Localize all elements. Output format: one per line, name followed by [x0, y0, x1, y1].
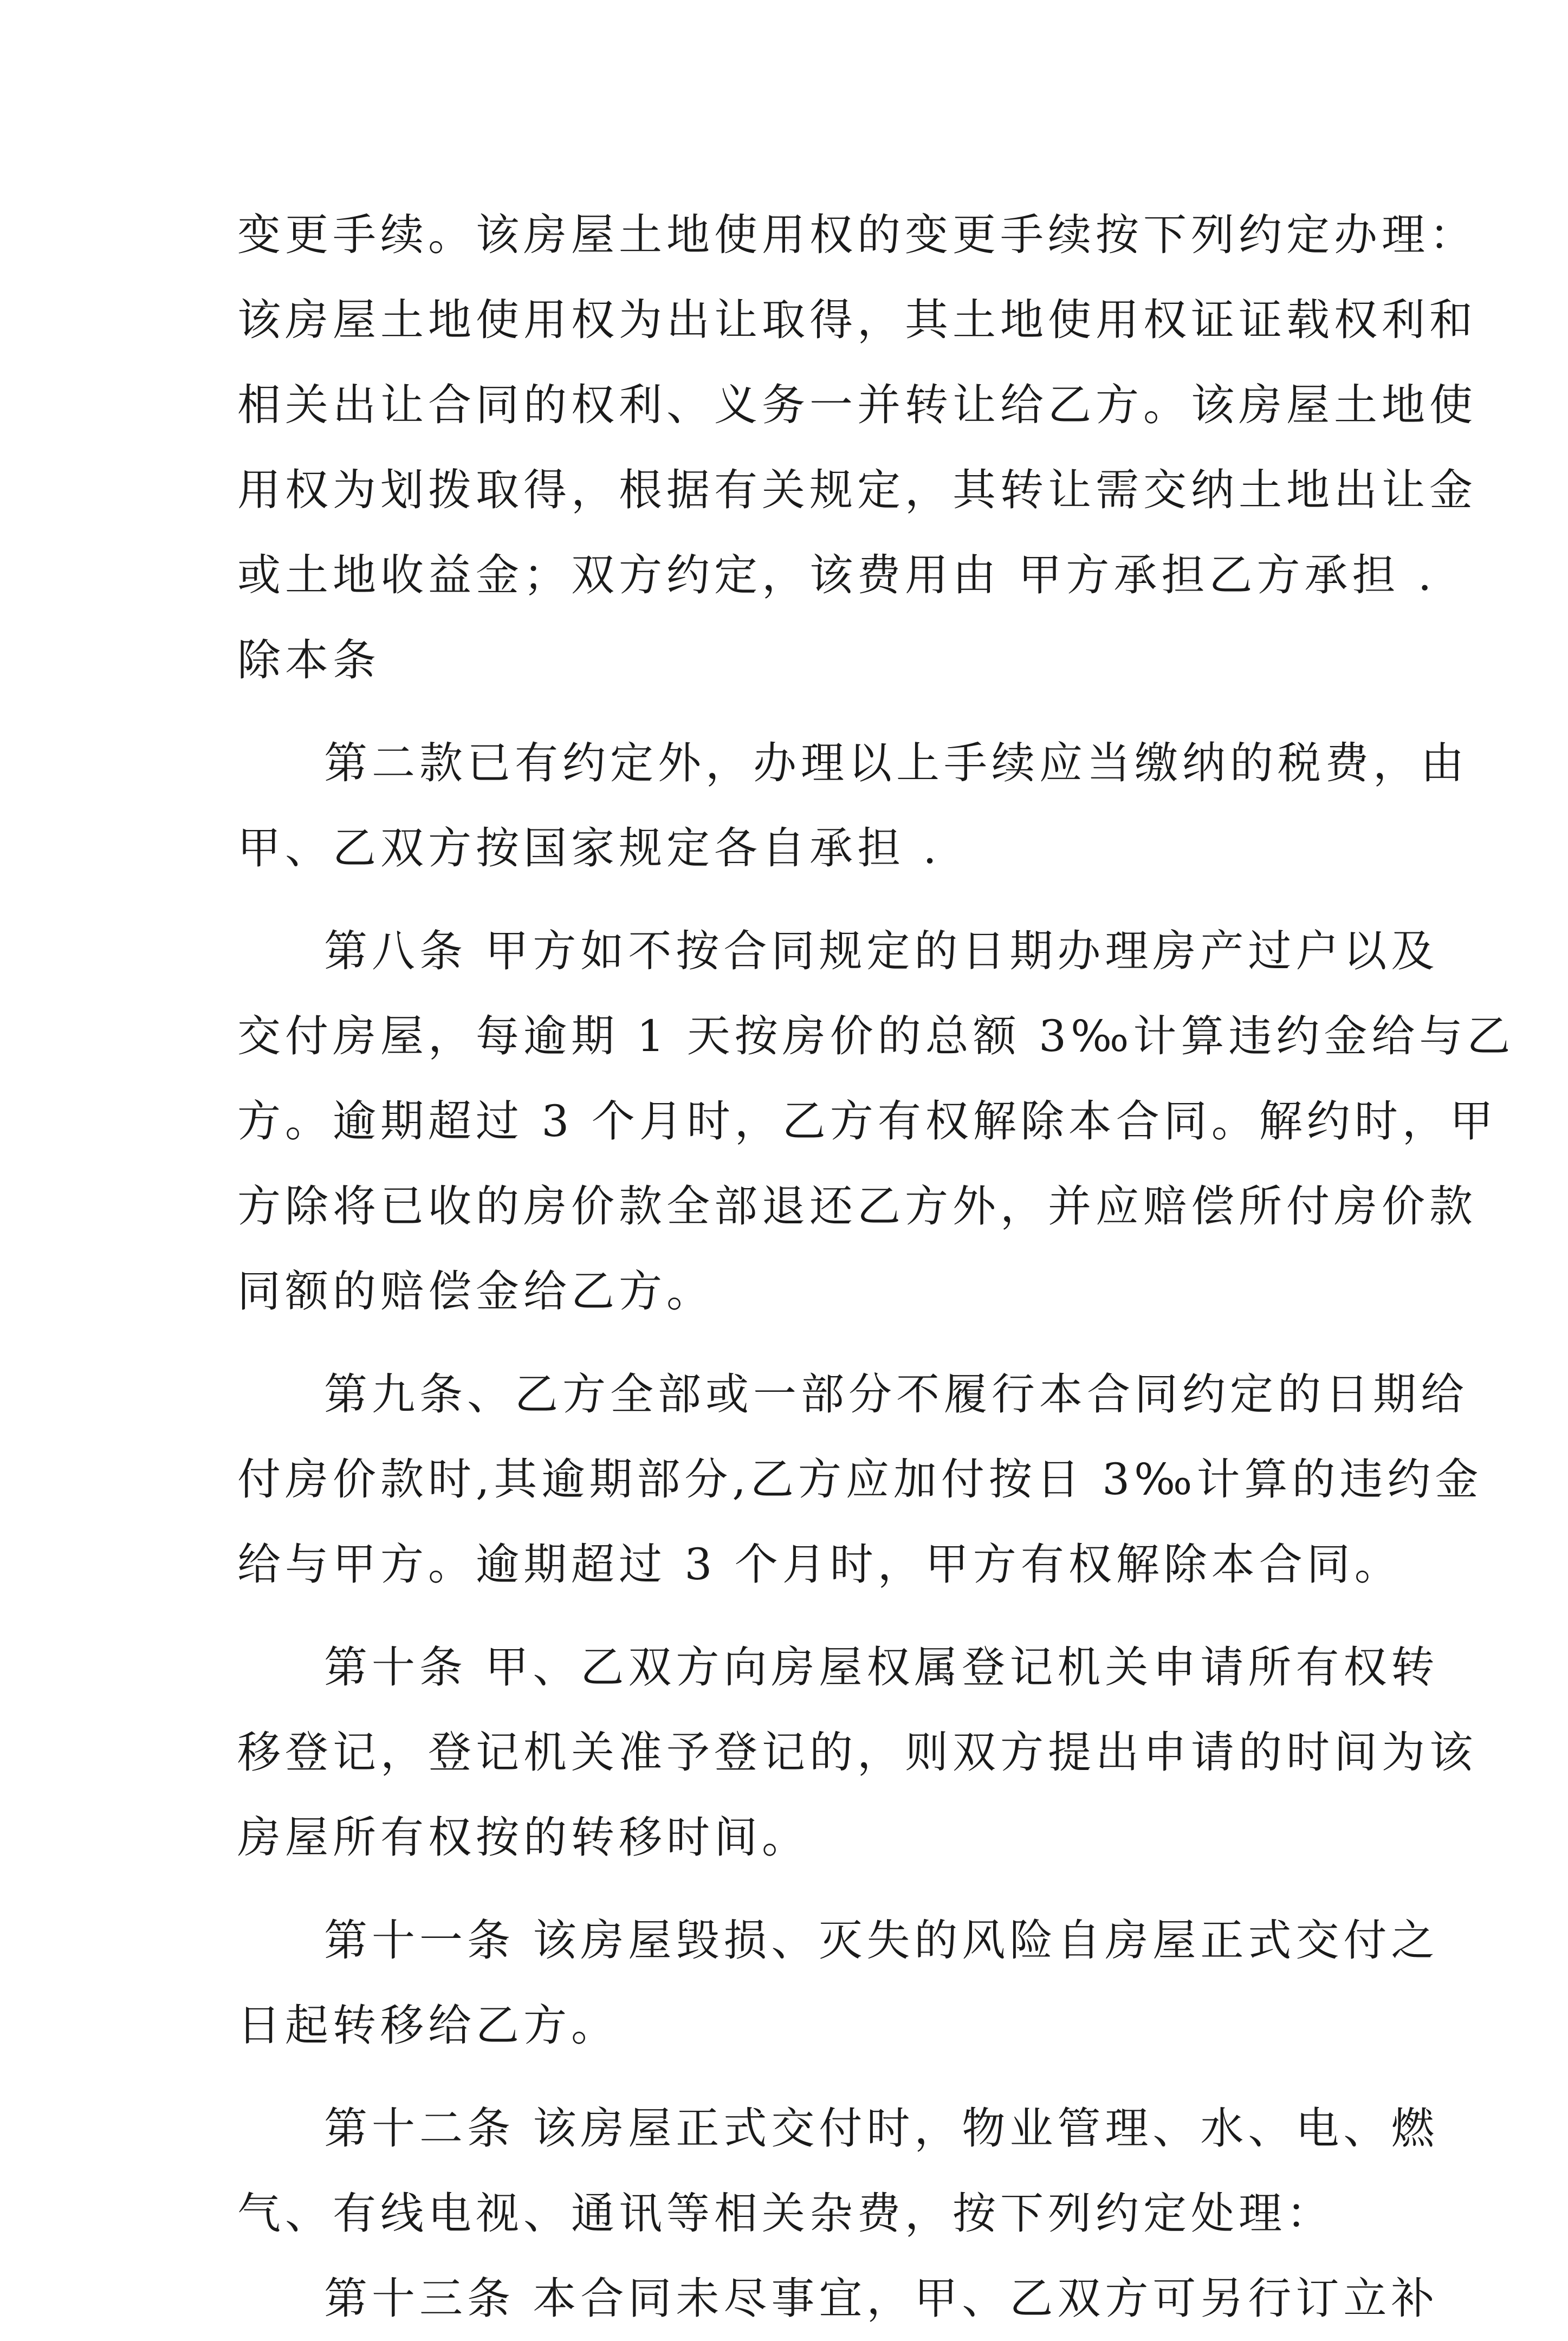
text-line: 第八条 甲方如不按合同规定的日期办理房产过户以及 [324, 926, 1439, 976]
paragraph-gap [237, 1880, 1337, 1898]
text-line: 方。逾期超过 3 个月时，乙方有权解除本合同。解约时，甲 [237, 1096, 1498, 1146]
text-line: 第十一条 该房屋毁损、灭失的风险自房屋正式交付之 [324, 1915, 1439, 1966]
text-line: 同额的赔偿金给乙方。 [237, 1266, 714, 1317]
text-line: 第十三条 本合同未尽事宜，甲、乙双方可另行订立补 [324, 2273, 1439, 2324]
text-line: 方除将已收的房价款全部退还乙方外，并应赔偿所付房价款 [237, 1181, 1477, 1231]
text-line: 日起转移给乙方。 [237, 2000, 619, 2051]
text-line: 或土地收益金；双方约定，该费用由 甲方承担乙方承担 . [237, 550, 1436, 600]
text-line: 除本条 [237, 635, 380, 685]
paragraph-gap [237, 2068, 1337, 2086]
text-line: 第十条 甲、乙双方向房屋权属登记机关申请所有权转 [324, 1642, 1439, 1692]
paragraph-gap [237, 1334, 1337, 1352]
text-line: 第二款已有约定外，办理以上手续应当缴纳的税费，由 [324, 738, 1468, 788]
text-line: 给与甲方。逾期超过 3 个月时，甲方有权解除本合同。 [237, 1539, 1402, 1590]
document-body [237, 192, 1515, 2341]
text-line: 变更手续。该房屋土地使用权的变更手续按下列约定办理： [237, 210, 1477, 260]
text-line: 甲、乙双方按国家规定各自承担 . [237, 823, 941, 873]
paragraph-gap [237, 891, 1337, 909]
text-line: 房屋所有权按的转移时间。 [237, 1812, 809, 1863]
paragraph-gap [237, 703, 1337, 721]
text-line: 交付房屋，每逾期 1 天按房价的总额 3‰计算违约金给与乙 [237, 1011, 1515, 1061]
text-line: 第九条、乙方全部或一部分不履行本合同约定的日期给 [324, 1369, 1468, 1419]
text-line: 用权为划拨取得，根据有关规定，其转让需交纳土地出让金 [237, 465, 1477, 515]
text-line: 第十二条 该房屋正式交付时，物业管理、水、电、燃 [324, 2103, 1439, 2154]
text-line: 移登记，登记机关准予登记的，则双方提出申请的时间为该 [237, 1727, 1477, 1778]
text-line: 相关出让合同的权利、义务一并转让给乙方。该房屋土地使 [237, 380, 1477, 430]
text-line: 付房价款时,其逾期部分,乙方应加付按日 3‰计算的违约金 [237, 1454, 1483, 1505]
paragraph-gap [237, 1607, 1337, 1625]
text-line: 气、有线电视、通讯等相关杂费，按下列约定处理： [237, 2188, 1334, 2239]
text-line: 该房屋土地使用权为出让取得，其土地使用权证证载权利和 [237, 295, 1477, 345]
